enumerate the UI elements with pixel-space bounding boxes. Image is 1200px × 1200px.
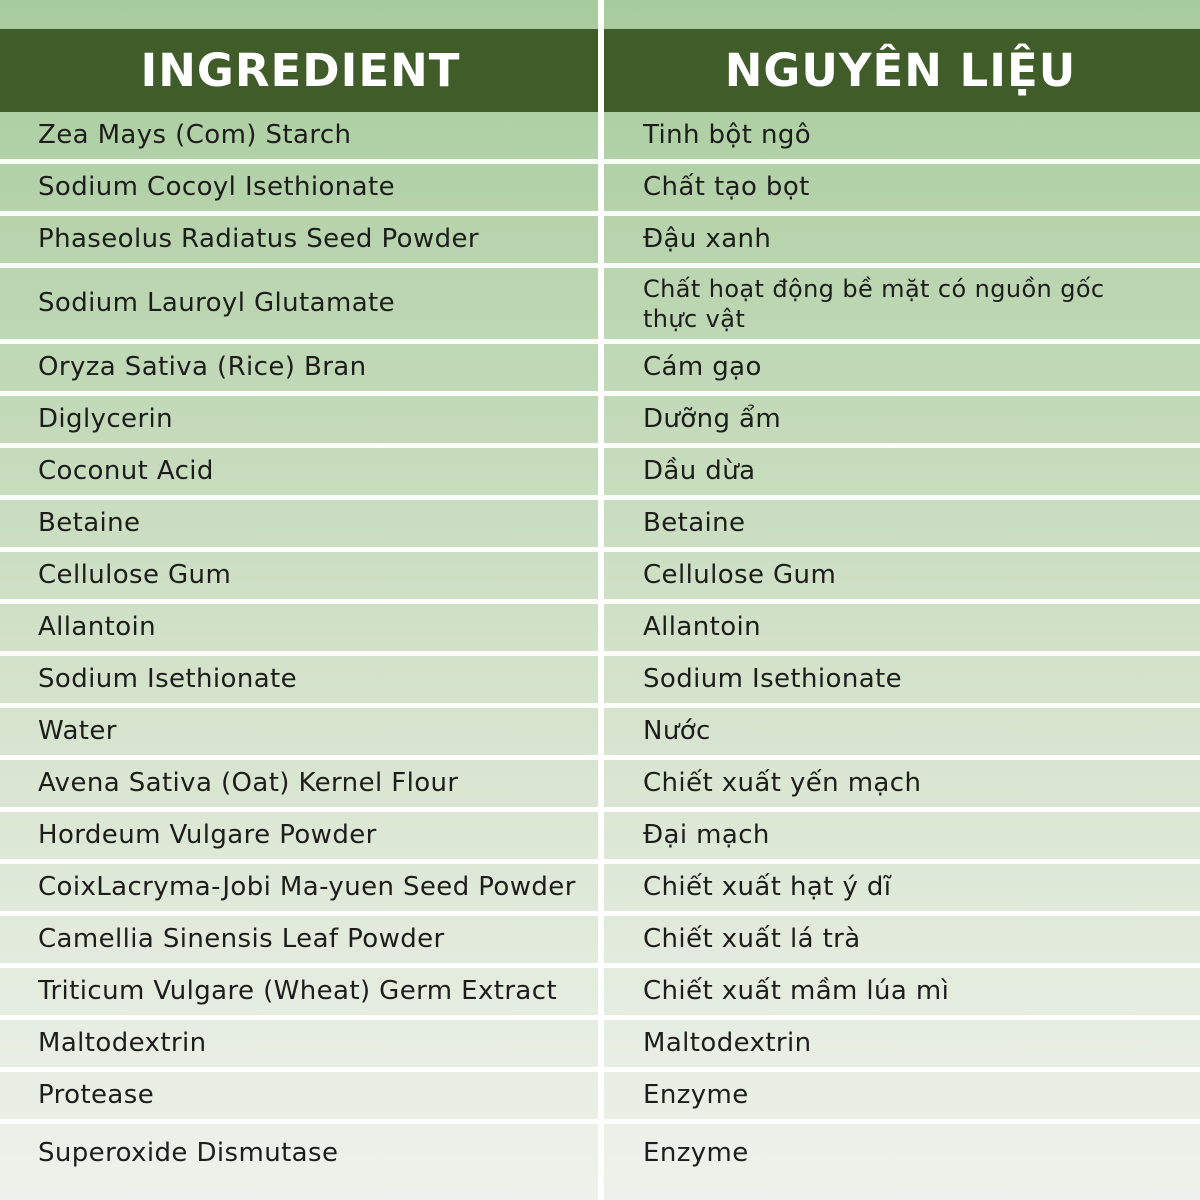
vietnamese-cell — [601, 604, 1200, 651]
vietnamese-cell — [601, 968, 1200, 1015]
ingredient-name: Phaseolus Radiatus Seed Powder — [38, 223, 479, 254]
ingredient-name: Water — [38, 715, 117, 746]
vietnamese-name: Cellulose Gum — [643, 559, 837, 590]
column-divider — [598, 0, 604, 1200]
vietnamese-cell — [601, 864, 1200, 911]
ingredient-name: Camellia Sinensis Leaf Powder — [38, 923, 445, 954]
ingredient-name: Sodium Lauroyl Glutamate — [38, 287, 396, 318]
ingredient-name: Diglycerin — [38, 403, 174, 434]
vietnamese-name: Đậu xanh — [643, 223, 772, 254]
ingredient-cell — [0, 396, 601, 443]
vietnamese-name: Chất tạo bọt — [643, 171, 810, 202]
ingredient-cell — [0, 268, 601, 339]
ingredient-cell — [0, 968, 601, 1015]
ingredient-cell — [0, 500, 601, 547]
ingredient-cell — [0, 864, 601, 911]
vietnamese-name: Tinh bột ngô — [643, 119, 812, 150]
ingredient-cell — [0, 112, 601, 159]
ingredient-name: Hordeum Vulgare Powder — [38, 819, 377, 850]
vietnamese-cell — [601, 760, 1200, 807]
ingredient-name: CoixLacryma-Jobi Ma-yuen Seed Powder — [38, 871, 576, 902]
vietnamese-name: Đại mạch — [643, 819, 770, 850]
ingredient-cell — [0, 708, 601, 755]
vietnamese-name: Chiết xuất hạt ý dĩ — [643, 871, 892, 902]
vietnamese-name: Chất hoạt động bề mặt có nguồn gốc thực vật — [643, 274, 1105, 333]
vietnamese-name: Nước — [643, 715, 711, 746]
ingredient-cell — [0, 1072, 601, 1119]
vietnamese-name: Cám gạo — [643, 351, 762, 382]
ingredient-cell — [0, 656, 601, 703]
vietnamese-cell — [601, 708, 1200, 755]
vietnamese-cell — [601, 500, 1200, 547]
vietnamese-name: Enzyme — [643, 1079, 749, 1110]
ingredient-header-label: INGREDIENT — [140, 44, 461, 97]
nguyen-lieu-header-label: NGUYÊN LIỆU — [724, 44, 1077, 97]
vietnamese-cell — [601, 164, 1200, 211]
ingredient-cell — [0, 604, 601, 651]
vietnamese-cell — [601, 268, 1200, 339]
vietnamese-name: Dầu dừa — [643, 455, 756, 486]
vietnamese-cell — [601, 1072, 1200, 1119]
ingredient-name: Sodium Cocoyl Isethionate — [38, 171, 395, 202]
vietnamese-name: Allantoin — [643, 611, 762, 642]
vietnamese-name: Chiết xuất mầm lúa mì — [643, 975, 950, 1006]
ingredient-name: Oryza Sativa (Rice) Bran — [38, 351, 367, 382]
ingredient-cell — [0, 1124, 601, 1200]
ingredient-cell — [0, 916, 601, 963]
vietnamese-name: Chiết xuất lá trà — [643, 923, 861, 954]
vietnamese-cell — [601, 344, 1200, 391]
ingredient-name: Protease — [38, 1079, 155, 1110]
ingredient-cell — [0, 552, 601, 599]
ingredient-cell — [0, 812, 601, 859]
ingredient-name: Zea Mays (Com) Starch — [38, 119, 352, 150]
vietnamese-name: Betaine — [643, 507, 746, 538]
vietnamese-cell — [601, 448, 1200, 495]
nguyen-lieu-header-cell — [601, 29, 1200, 112]
vietnamese-name: Maltodextrin — [643, 1027, 812, 1058]
vietnamese-cell — [601, 1124, 1200, 1200]
ingredient-header-cell — [0, 29, 601, 112]
ingredient-cell — [0, 216, 601, 263]
ingredient-name: Triticum Vulgare (Wheat) Germ Extract — [38, 975, 558, 1006]
ingredient-name: Allantoin — [38, 611, 157, 642]
ingredient-name: Superoxide Dismutase — [38, 1138, 339, 1168]
vietnamese-cell — [601, 916, 1200, 963]
ingredient-name: Avena Sativa (Oat) Kernel Flour — [38, 767, 459, 798]
ingredient-name: Sodium Isethionate — [38, 663, 298, 694]
vietnamese-name: Dưỡng ẩm — [643, 403, 782, 434]
vietnamese-name: Sodium Isethionate — [643, 663, 903, 694]
ingredient-name: Betaine — [38, 507, 141, 538]
vietnamese-name: Enzyme — [643, 1138, 749, 1168]
ingredient-cell — [0, 164, 601, 211]
vietnamese-cell — [601, 216, 1200, 263]
ingredient-name: Coconut Acid — [38, 455, 214, 486]
vietnamese-cell — [601, 1020, 1200, 1067]
vietnamese-cell — [601, 112, 1200, 159]
vietnamese-cell — [601, 396, 1200, 443]
ingredient-cell — [0, 760, 601, 807]
vietnamese-name: Chiết xuất yến mạch — [643, 767, 922, 798]
vietnamese-cell — [601, 812, 1200, 859]
ingredient-cell — [0, 448, 601, 495]
ingredient-cell — [0, 1020, 601, 1067]
vietnamese-cell — [601, 552, 1200, 599]
ingredient-name: Cellulose Gum — [38, 559, 232, 590]
vietnamese-cell — [601, 656, 1200, 703]
ingredient-cell — [0, 344, 601, 391]
ingredient-name: Maltodextrin — [38, 1027, 207, 1058]
